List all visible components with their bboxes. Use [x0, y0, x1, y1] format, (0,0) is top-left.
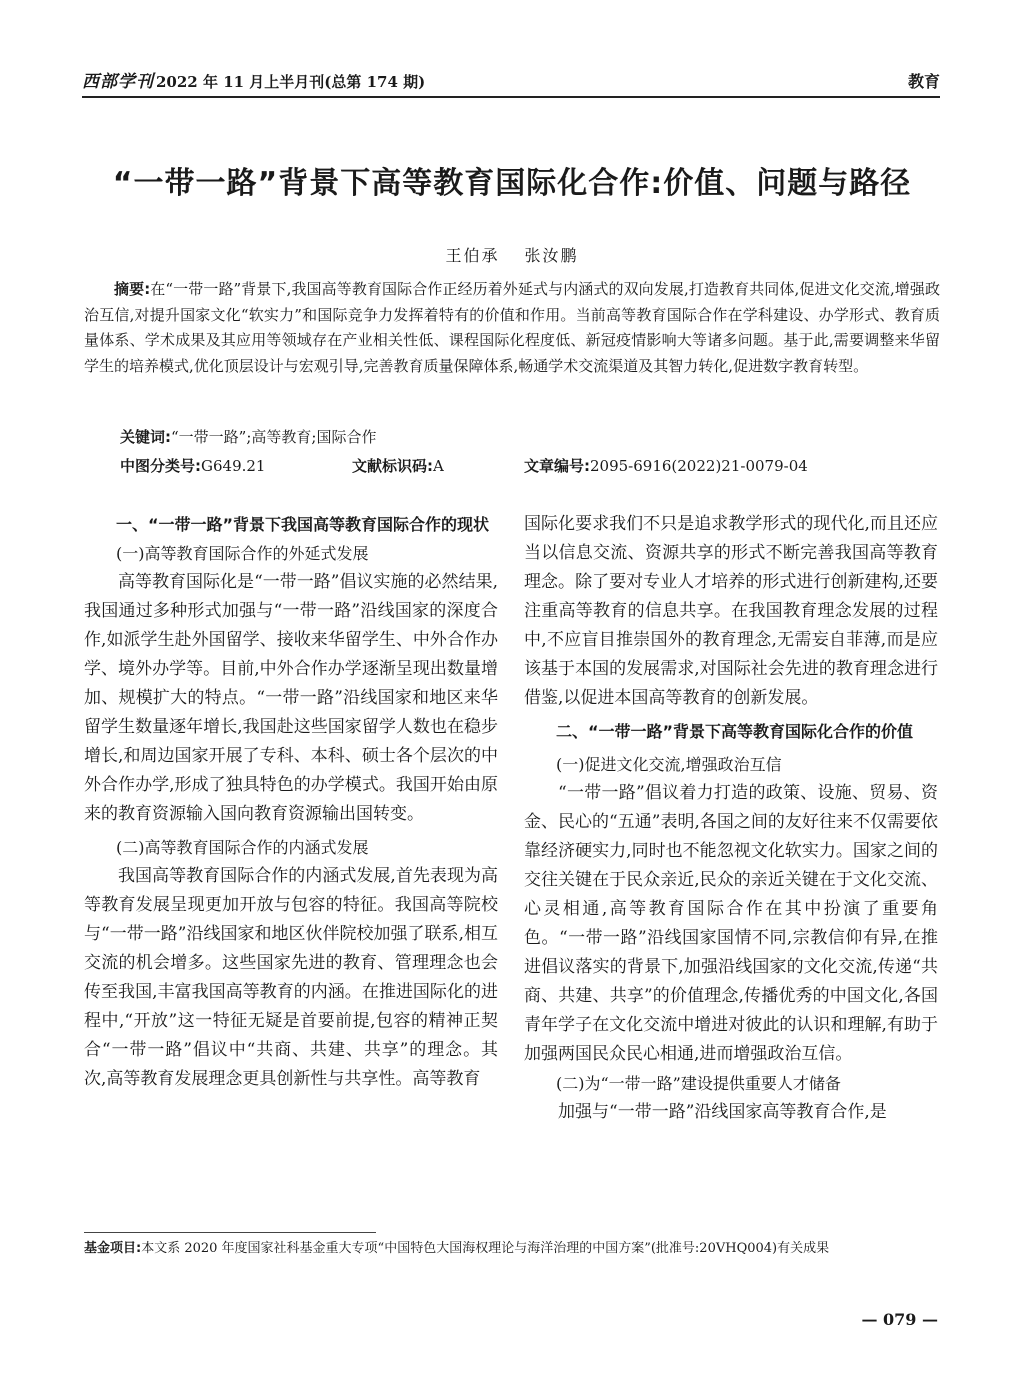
- author: 王伯承: [445, 246, 500, 265]
- abstract: [84, 277, 940, 379]
- section-heading: 一、“一带一路”背景下我国高等教育国际合作的现状: [116, 515, 490, 534]
- paragraph: 加强与“一带一路”沿线国家高等教育合作,是: [558, 1102, 887, 1122]
- paragraph: 我国高等教育国际合作的内涵式发展,首先表现为高等教育发展呈现更加开放与包容的特征。我国高等院校与“一带一路”沿线国家和地区伙伴院校加强了联系,相互交流的机会增多。这些国家先进的教育、管理理念也会传至我国,丰富我国高等教育的内涵。在推进国际化的进程中,“开放”这一特征无疑是首要前提,包容的精神正契合“一带一路”倡议中“共商、共建、共享”的理念。其次,高等教育发展理念更具创新性与共享性。高等教育: [84, 866, 498, 1089]
- keywords-text: “一带一路”;高等教育;国际合作: [171, 428, 377, 446]
- paragraph: 高等教育国际化是“一带一路”倡议实施的必然结果,我国通过多种形式加强与“一带一路”沿线国家的深度合作,如派学生赴外国留学、接收来华留学生、中外合作办学、境外办学等。目前,中外合作办学逐渐呈现出数量增加、规模扩大的特点。“一带一路”沿线国家和地区来华留学生数量逐年增长,我国赴这些国家留学人数也在稳步增长,和周边国家开展了专科、本科、硕士各个层次的中外合作办学,形成了独具特色的办学模式。我国开始由原来的教育资源输入国向教育资源输出国转变。: [84, 572, 498, 824]
- page-number: — 079 —: [861, 1310, 938, 1329]
- issue-info: 2022 年 11 月上半月刊(总第 174 期): [156, 73, 426, 91]
- doc-value: A: [433, 457, 444, 475]
- right-column: [524, 510, 938, 1127]
- clc-label: 中图分类号:: [120, 457, 201, 475]
- funding-note: [84, 1238, 940, 1260]
- keywords: [120, 426, 376, 447]
- clc-number: [120, 455, 265, 476]
- subsection-heading: (一)高等教育国际合作的外延式发展: [116, 544, 369, 563]
- header-rule: [82, 96, 940, 98]
- abstract-text: 在“一带一路”背景下,我国高等教育国际合作正经历着外延式与内涵式的双向发展,打造教育共同体,促进文化交流,增强政治互信,对提升国家文化“软实力”和国际竞争力发挥着特有的价值和作用。当前高等教育国际合作在学科建设、办学形式、教育质量体系、学术成果及其应用等领域存在产业相关性低、课程国际化程度低、新冠疫情影响大等诸多问题。基于此,需要调整来华留学生的培养模式,优化顶层设计与宏观引导,完善教育质量保障体系,畅通学术交流渠道及其智力转化,促进数字教育转型。: [84, 280, 941, 375]
- article-value: 2095-6916(2022)21-0079-04: [590, 457, 808, 475]
- abstract-label: 摘要:: [114, 280, 151, 298]
- running-header: [82, 66, 940, 96]
- article-label: 文章编号:: [524, 457, 590, 475]
- paragraph: “一带一路”倡议着力打造的政策、设施、贸易、资金、民心的“五通”表明,各国之间的友好往来不仅需要依靠经济硬实力,同时也不能忽视文化软实力。国家之间的交往关键在于民众亲近,民众的亲近关键在于文化交流、心灵相通,高等教育国际合作在其中扮演了重要角色。“一带一路”沿线国家国情不同,宗教信仰有异,在推进倡议落实的背景下,加强沿线国家的文化交流,传递“共商、共建、共享”的价值理念,传播优秀的中国文化,各国青年学子在文化交流中增进对彼此的认识和理解,有助于加强两国民众民心相通,进而增强政治互信。: [524, 783, 938, 1064]
- keywords-label: 关键词:: [120, 428, 171, 446]
- journal-info: [82, 67, 425, 92]
- section-name: 教育: [907, 72, 940, 91]
- subsection-heading: (二)高等教育国际合作的内涵式发展: [116, 838, 369, 857]
- clc-value: G649.21: [201, 457, 266, 475]
- section-heading: 二、“一带一路”背景下高等教育国际化合作的价值: [556, 722, 914, 741]
- subsection-heading: (二)为“一带一路”建设提供重要人才储备: [556, 1074, 841, 1093]
- doc-label: 文献标识码:: [352, 457, 433, 475]
- left-column: [84, 510, 498, 1094]
- paragraph: 国际化要求我们不只是追求教学形式的现代化,而且还应当以信息交流、资源共享的形式不断完善我国高等教育理念。除了要对专业人才培养的形式进行创新建构,还要注重高等教育的信息共享。在我国教育理念发展的过程中,不应盲目推崇国外的教育理念,无需妄自菲薄,而是应该基于本国的发展需求,对国际社会先进的教育理念进行借鉴,以促进本国高等教育的创新发展。: [524, 514, 938, 708]
- subsection-heading: (一)促进文化交流,增强政治互信: [556, 755, 782, 774]
- footnote-rule: [84, 1232, 376, 1233]
- funding-label: 基金项目:: [84, 1241, 142, 1256]
- doc-code: [352, 455, 444, 476]
- article-title: “一带一路”背景下高等教育国际化合作:价值、问题与路径: [112, 166, 912, 201]
- article-number: [524, 455, 808, 476]
- funding-text: 本文系 2020 年度国家社科基金重大专项“中国特色大国海权理论与海洋治理的中国方案”(批准号:20VHQ004)有关成果: [141, 1241, 830, 1256]
- author: 张汝鹏: [524, 246, 579, 265]
- authors: [0, 243, 1024, 266]
- journal-logo: 西部学刊: [82, 72, 154, 92]
